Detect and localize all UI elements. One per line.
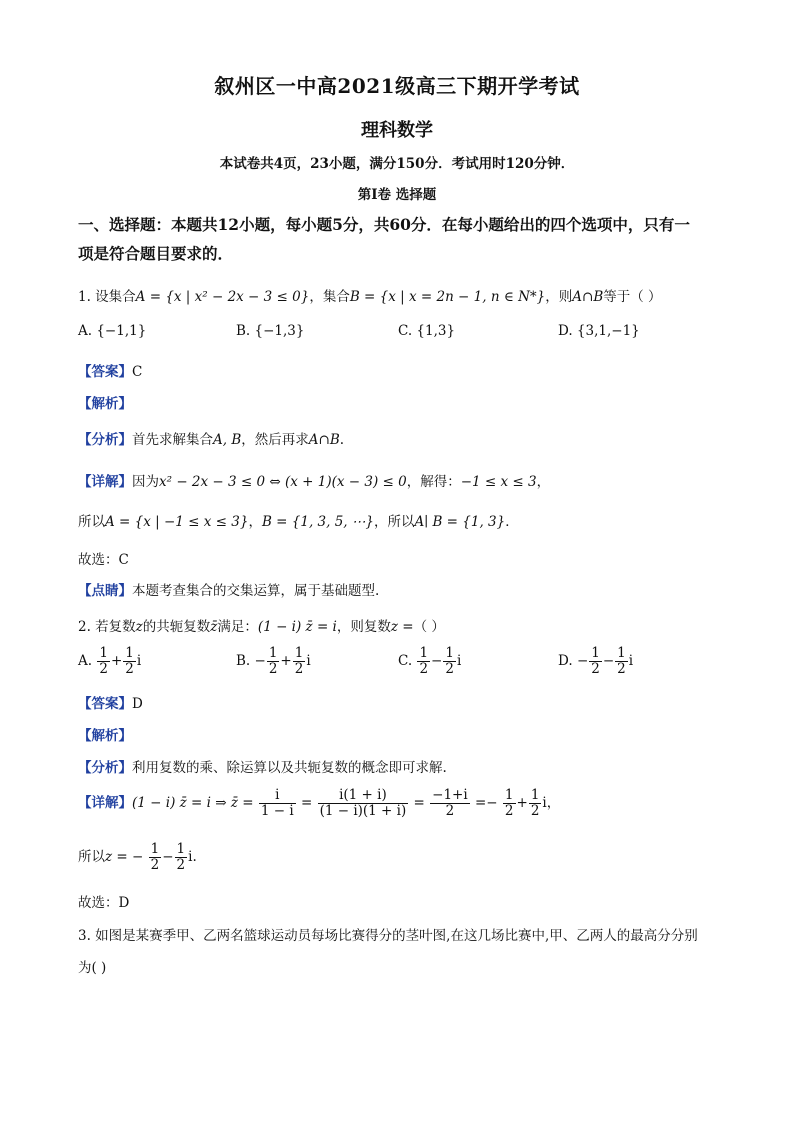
q2-option-c: C. $\frac{1}{2}$ − $\frac{1}{2}$ i — [398, 645, 462, 677]
q1-fenxi: 【分析】首先求解集合A, B，然后再求A∩B. — [78, 432, 345, 448]
q1-set-b: B = {x | x = 2n − 1, n ∈ N*} — [349, 289, 546, 305]
q1-answer: 【答案】C — [78, 364, 143, 380]
q1-choose: 故选：C — [78, 552, 129, 568]
exam-title: 叙州区一中高2021级高三下期开学考试 — [214, 74, 580, 98]
q1-analysis-tag: 【解析】 — [78, 396, 132, 412]
q2-stem: 2. 若复数z的共轭复数z̄满足：(1 − i) z̄ = i，则复数z =（ ） — [78, 619, 445, 635]
q1-option-d: D. {3,1,−1} — [558, 323, 640, 339]
q2-fenxi: 【分析】利用复数的乘、除运算以及共轭复数的概念即可求解. — [78, 760, 447, 776]
instructions-line-1: 一、选择题：本题共12小题，每小题5分，共60分．在每小题给出的四个选项中，只有一 — [78, 215, 690, 234]
q2-analysis-tag: 【解析】 — [78, 728, 132, 744]
instructions-line-2: 项是符合题目要求的． — [78, 244, 234, 263]
q2-option-d: D. − $\frac{1}{2}$ − $\frac{1}{2}$ i — [558, 645, 634, 677]
q2-conclusion: 所以z = − $\frac{1}{2}$ − $\frac{1}{2}$ i. — [78, 841, 197, 873]
q1-comment: 【点睛】本题考查集合的交集运算，属于基础题型. — [78, 583, 380, 599]
q1-detail: 【详解】因为x² − 2x − 3 ≤ 0 ⇔ (x + 1)(x − 3) ≤ 0，解得：−1 ≤ x ≤ 3， — [78, 474, 551, 490]
section-heading: 第Ⅰ卷 选择题 — [357, 187, 437, 203]
q1-option-a: A. {−1,1} — [78, 323, 147, 339]
q3-stem-line-2: 为( ) — [78, 960, 107, 976]
exam-info: 本试卷共4页，23小题，满分150分．考试用时120分钟． — [219, 156, 575, 172]
q1-stem: 1. 设集合A = {x | x² − 2x − 3 ≤ 0}，集合B = {x | x = 2n − 1, n ∈ N*}，则A∩B等于（ ） — [78, 289, 662, 305]
q2-option-b: B. − $\frac{1}{2}$ + $\frac{1}{2}$ i — [236, 645, 311, 677]
q1-set-a: A = {x | x² − 2x − 3 ≤ 0} — [135, 289, 310, 305]
q2-choose: 故选：D — [78, 895, 130, 911]
q2-answer: 【答案】D — [78, 696, 143, 712]
q2-option-a: A. $\frac{1}{2}$ + $\frac{1}{2}$ i — [78, 645, 142, 677]
q1-option-c: C. {1,3} — [398, 323, 456, 339]
q2-detail: 【详解】(1 − i) z̄ = i ⇒ z̄ = $\frac{i}{1 - i}$ = $\frac{i(1 + i)}{(1 - i)(1 + i)}$ = $\frac{-1+i}{2}$ =− $\frac{1}{2}$ + $\frac{1}{2}$ i， — [78, 787, 561, 819]
q3-stem-line-1: 3. 如图是某赛季甲、乙两名篮球运动员每场比赛得分的茎叶图,在这几场比赛中,甲、乙两人的最高分分别 — [78, 928, 698, 944]
q1-conclusion: 所以A = {x | −1 ≤ x ≤ 3}，B = {1, 3, 5, ⋯}，所以A∣ B = {1, 3}． — [78, 514, 519, 530]
exam-subject: 理科数学 — [361, 120, 433, 141]
q1-option-b: B. {−1,3} — [236, 323, 305, 339]
